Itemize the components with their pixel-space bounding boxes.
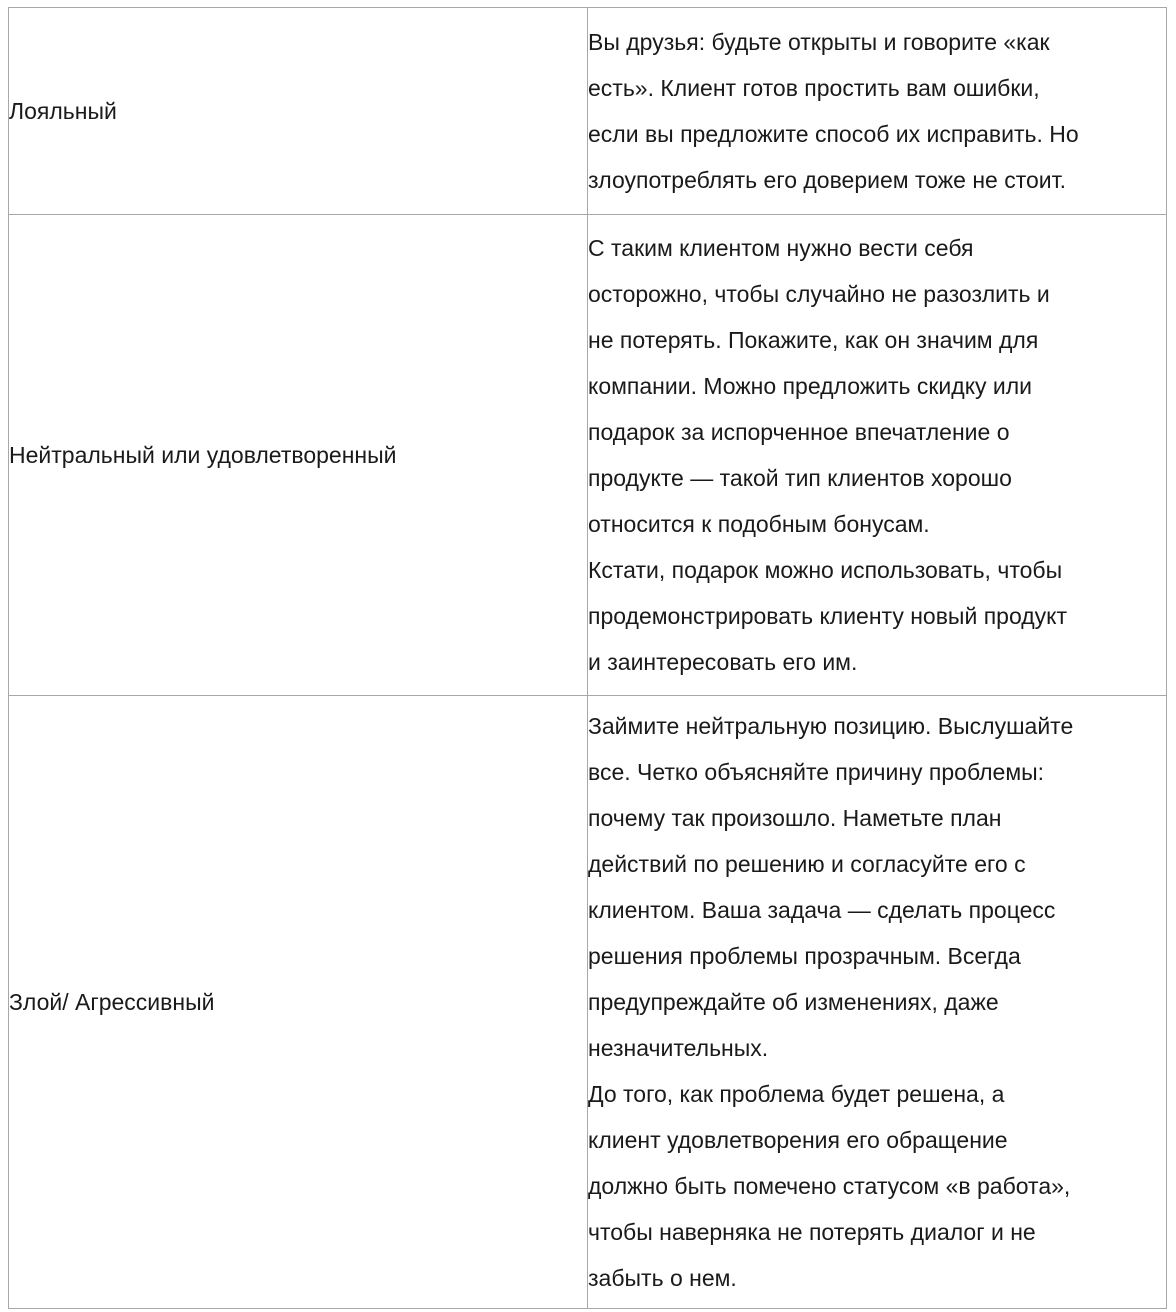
- advice-line: незначительных.: [588, 1035, 769, 1061]
- advice-cell: [588, 8, 1167, 215]
- advice-line: должно быть помечено статусом «в работа»,: [588, 1173, 1071, 1199]
- client-type-cell: [9, 8, 588, 215]
- advice-paragraph: [588, 19, 1166, 203]
- advice-line: чтобы наверняка не потерять диалог и не: [588, 1219, 1036, 1245]
- table-row: [9, 696, 1167, 1309]
- advice-paragraph: [588, 703, 1166, 1071]
- advice-line: Вы друзья: будьте открыты и говорите «как: [588, 29, 1050, 55]
- advice-paragraph: [588, 547, 1166, 685]
- advice-paragraph: [588, 1071, 1166, 1301]
- advice-line: действий по решению и согласуйте его с: [588, 851, 1026, 877]
- advice-line: все. Четко объясняйте причину проблемы:: [588, 759, 1045, 785]
- advice-line: Займите нейтральную позицию. Выслушайте: [588, 713, 1074, 739]
- client-type-label: Злой/ Агрессивный: [9, 989, 215, 1015]
- advice-line: клиентом. Ваша задача — сделать процесс: [588, 897, 1056, 923]
- advice-line: С таким клиентом нужно вести себя: [588, 235, 974, 261]
- advice-line: забыть о нем.: [588, 1265, 737, 1291]
- advice-line: продукте — такой тип клиентов хорошо: [588, 465, 1012, 491]
- advice-line: если вы предложите способ их исправить. Но: [588, 121, 1079, 147]
- client-types-table: [8, 7, 1167, 1309]
- advice-line: Кстати, подарок можно использовать, чтобы: [588, 557, 1063, 583]
- table-row: [9, 8, 1167, 215]
- advice-line: До того, как проблема будет решена, а: [588, 1081, 1005, 1107]
- advice-line: осторожно, чтобы случайно не разозлить и: [588, 281, 1050, 307]
- client-type-cell: [9, 696, 588, 1309]
- advice-cell: [588, 696, 1167, 1309]
- client-type-label: Нейтральный или удовлетворенный: [9, 442, 397, 468]
- advice-line: клиент удовлетворения его обращение: [588, 1127, 1008, 1153]
- advice-line: почему так произошло. Наметьте план: [588, 805, 1002, 831]
- advice-paragraph: [588, 225, 1166, 547]
- advice-line: есть». Клиент готов простить вам ошибки,: [588, 75, 1040, 101]
- advice-line: предупреждайте об изменениях, даже: [588, 989, 999, 1015]
- advice-line: подарок за испорченное впечатление о: [588, 419, 1010, 445]
- advice-line: злоупотреблять его доверием тоже не стоит.: [588, 167, 1067, 193]
- advice-line: и заинтересовать его им.: [588, 649, 858, 675]
- advice-line: не потерять. Покажите, как он значим для: [588, 327, 1039, 353]
- advice-line: компании. Можно предложить скидку или: [588, 373, 1033, 399]
- client-type-cell: [9, 215, 588, 696]
- client-type-label: Лояльный: [9, 98, 117, 124]
- table-row: [9, 215, 1167, 696]
- advice-line: решения проблемы прозрачным. Всегда: [588, 943, 1021, 969]
- advice-line: продемонстрировать клиенту новый продукт: [588, 603, 1068, 629]
- advice-cell: [588, 215, 1167, 696]
- advice-line: относится к подобным бонусам.: [588, 511, 930, 537]
